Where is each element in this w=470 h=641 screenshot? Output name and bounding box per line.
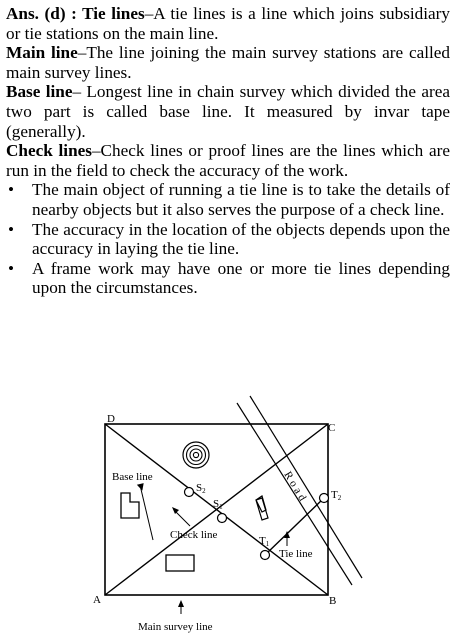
check-line-arrow-head xyxy=(172,507,179,514)
corner-b: B xyxy=(329,595,337,607)
bullet-text: A frame work may have one or more tie lines depending upon the circumstances. xyxy=(32,258,450,298)
label-t2: T2 xyxy=(331,489,342,502)
definition-check-lines: –Check lines or proof lines are the lines which are run in the field to check the accuracy of the work. xyxy=(6,141,450,180)
bullet-text: The main object of running a tie line is to take the details of nearby objects but it also serves the purpose of a check line. xyxy=(32,180,450,219)
road-label: Road xyxy=(281,469,310,506)
term-check-lines: Check lines xyxy=(6,141,92,161)
term-tie-lines: Ans. (d) : Tie lines xyxy=(6,4,145,23)
tie-line-label: Tie line xyxy=(279,548,313,560)
bullet-dot: • xyxy=(8,258,15,278)
term-base-line: Base line xyxy=(6,82,73,102)
main-survey-line-label: Main survey line xyxy=(138,621,213,633)
check-line-label: Check line xyxy=(170,529,218,541)
bullet-dot: • xyxy=(8,180,15,200)
base-line-label: Base line xyxy=(112,471,153,483)
label-s1: S1 xyxy=(213,498,223,511)
definition-base-line: – Longest line in chain survey which divided the area two part is called base line. It measured by invar tape (generally). xyxy=(6,82,450,141)
station-s2 xyxy=(185,488,194,497)
building-small xyxy=(256,496,268,520)
building-left xyxy=(121,493,139,518)
corner-c: C xyxy=(328,422,336,434)
definition-main-line: –The line joining the main survey stations are called main survey lines. xyxy=(6,43,450,82)
definition-tie-lines: –A tie lines is a line which joins subsidiary or tie stations on the main line. xyxy=(6,4,450,43)
label-s2: S2 xyxy=(196,482,206,495)
term-main-line: Main line xyxy=(6,43,78,63)
building-bottom xyxy=(166,555,194,571)
pond-symbol xyxy=(183,442,209,468)
corner-d: D xyxy=(107,413,115,425)
label-t1: T1 xyxy=(259,535,270,548)
base-line-arrow xyxy=(140,485,153,540)
bullet-dot: • xyxy=(8,219,15,239)
station-t2 xyxy=(320,494,329,503)
corner-a: A xyxy=(93,594,101,606)
bullet-text: The accuracy in the location of the objects depends upon the accuracy in laying the tie line. xyxy=(32,219,450,259)
station-t1 xyxy=(261,551,270,560)
main-survey-line-arrow-head xyxy=(178,600,184,607)
station-s1 xyxy=(218,514,227,523)
